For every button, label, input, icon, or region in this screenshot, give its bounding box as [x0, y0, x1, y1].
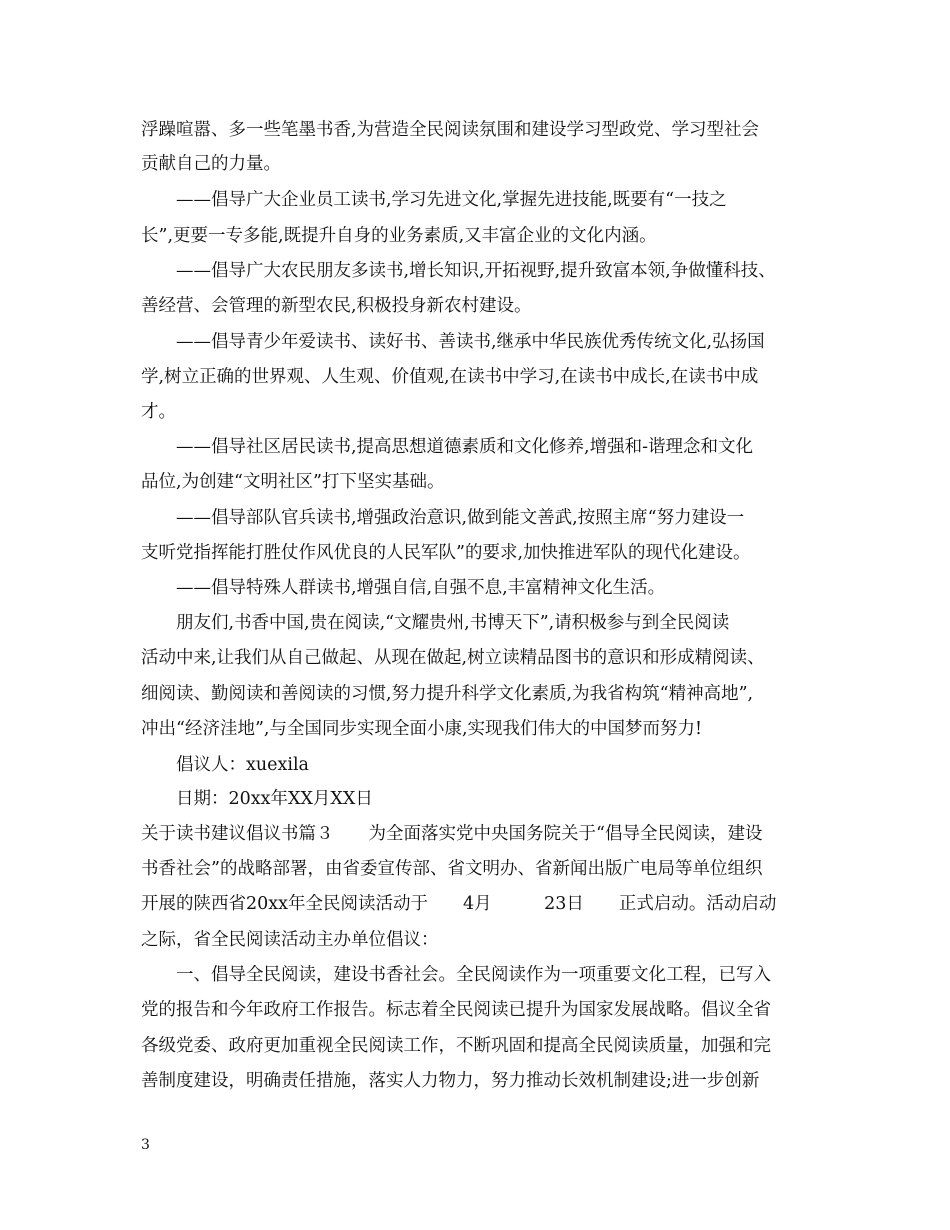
signer-line: 倡议人：xuexila — [176, 755, 309, 775]
text-line: 冲出“经济洼地”,与全国同步实现全面小康,实现我们伟大的中国梦而努力! — [141, 719, 703, 739]
text-line: 浮躁喧嚣、多一些笔墨书香,为营造全民阅读氛围和建设学习型政党、学习型社会 — [141, 120, 760, 140]
text-line: 才。 — [141, 402, 176, 422]
text-line: 支听党指挥能打胜仗作风优良的人民军队”的要求,加快推进军队的现代化建设。 — [141, 543, 751, 563]
text-line: 细阅读、勤阅读和善阅读的习惯,努力提升科学文化素质,为我省构筑“精神高地”, — [141, 684, 754, 704]
text-line: ——倡导部队官兵读书,增强政治意识,做到能文善武,按照主席“努力建设一 — [176, 508, 745, 528]
text-line: ——倡导特殊人群读书,增强自信,自强不息,丰富精神文化生活。 — [176, 578, 666, 598]
text-line: 朋友们,书香中国,贵在阅读,“文耀贵州,书博天下”,请积极参与到全民阅读 — [176, 613, 730, 633]
text-line: 品位,为创建“文明社区”打下坚实基础。 — [141, 472, 445, 492]
text-line: 关于读书建议倡议书篇３ 为全面落实党中央国务院关于“倡导全民阅读，建设 — [141, 824, 763, 844]
text-line: ——倡导社区居民读书,提高思想道德素质和文化修养,增强和-谐理念和文化 — [176, 437, 754, 457]
text-line: 之际，省全民阅读活动主办单位倡议： — [141, 930, 439, 950]
text-line: ——倡导广大农民朋友多读书,增长知识,开拓视野,提升致富本领,争做懂科技、 — [176, 261, 776, 281]
page-number: 3 — [141, 1137, 150, 1153]
text-line: 长”,更要一专多能,既提升自身的业务素质,又丰富企业的文化内涵。 — [141, 226, 657, 246]
text-line: 一、倡导全民阅读，建设书香社会。全民阅读作为一项重要文化工程，已写入 — [176, 965, 771, 985]
text-line: 学,树立正确的世界观、人生观、价值观,在读书中学习,在读书中成长,在读书中成 — [141, 367, 759, 387]
text-line: ——倡导青少年爱读书、读好书、善读书,继承中华民族优秀传统文化,弘扬国 — [176, 332, 765, 352]
text-line: 善经营、会管理的新型农民,积极投身新农村建设。 — [141, 296, 532, 316]
text-line: ——倡导广大企业员工读书,学习先进文化,掌握先进技能,既要有“一技之 — [176, 190, 727, 210]
text-line: 党的报告和今年政府工作报告。标志着全民阅读已提升为国家发展战略。倡议全省 — [141, 1000, 771, 1020]
text-line: 各级党委、政府更加重视全民阅读工作，不断巩固和提高全民阅读质量，加强和完 — [141, 1036, 771, 1056]
date-line: 日期：20xx年XX月XX日 — [176, 789, 373, 809]
text-line: 开展的陕西省20xx年全民阅读活动于 4月 23日 正式启动。活动启动 — [141, 894, 777, 914]
text-line: 贡献自己的力量。 — [141, 154, 281, 174]
text-line: 活动中来,让我们从自己做起、从现在做起,树立读精品图书的意识和形成精阅读、 — [141, 648, 765, 668]
text-line: 善制度建设，明确责任措施，落实人力物力，努力推动长效机制建设;进一步创新 — [141, 1071, 760, 1091]
text-line: 书香社会”的战略部署，由省委宣传部、省文明办、省新闻出版广电局等单位组织 — [141, 859, 763, 879]
